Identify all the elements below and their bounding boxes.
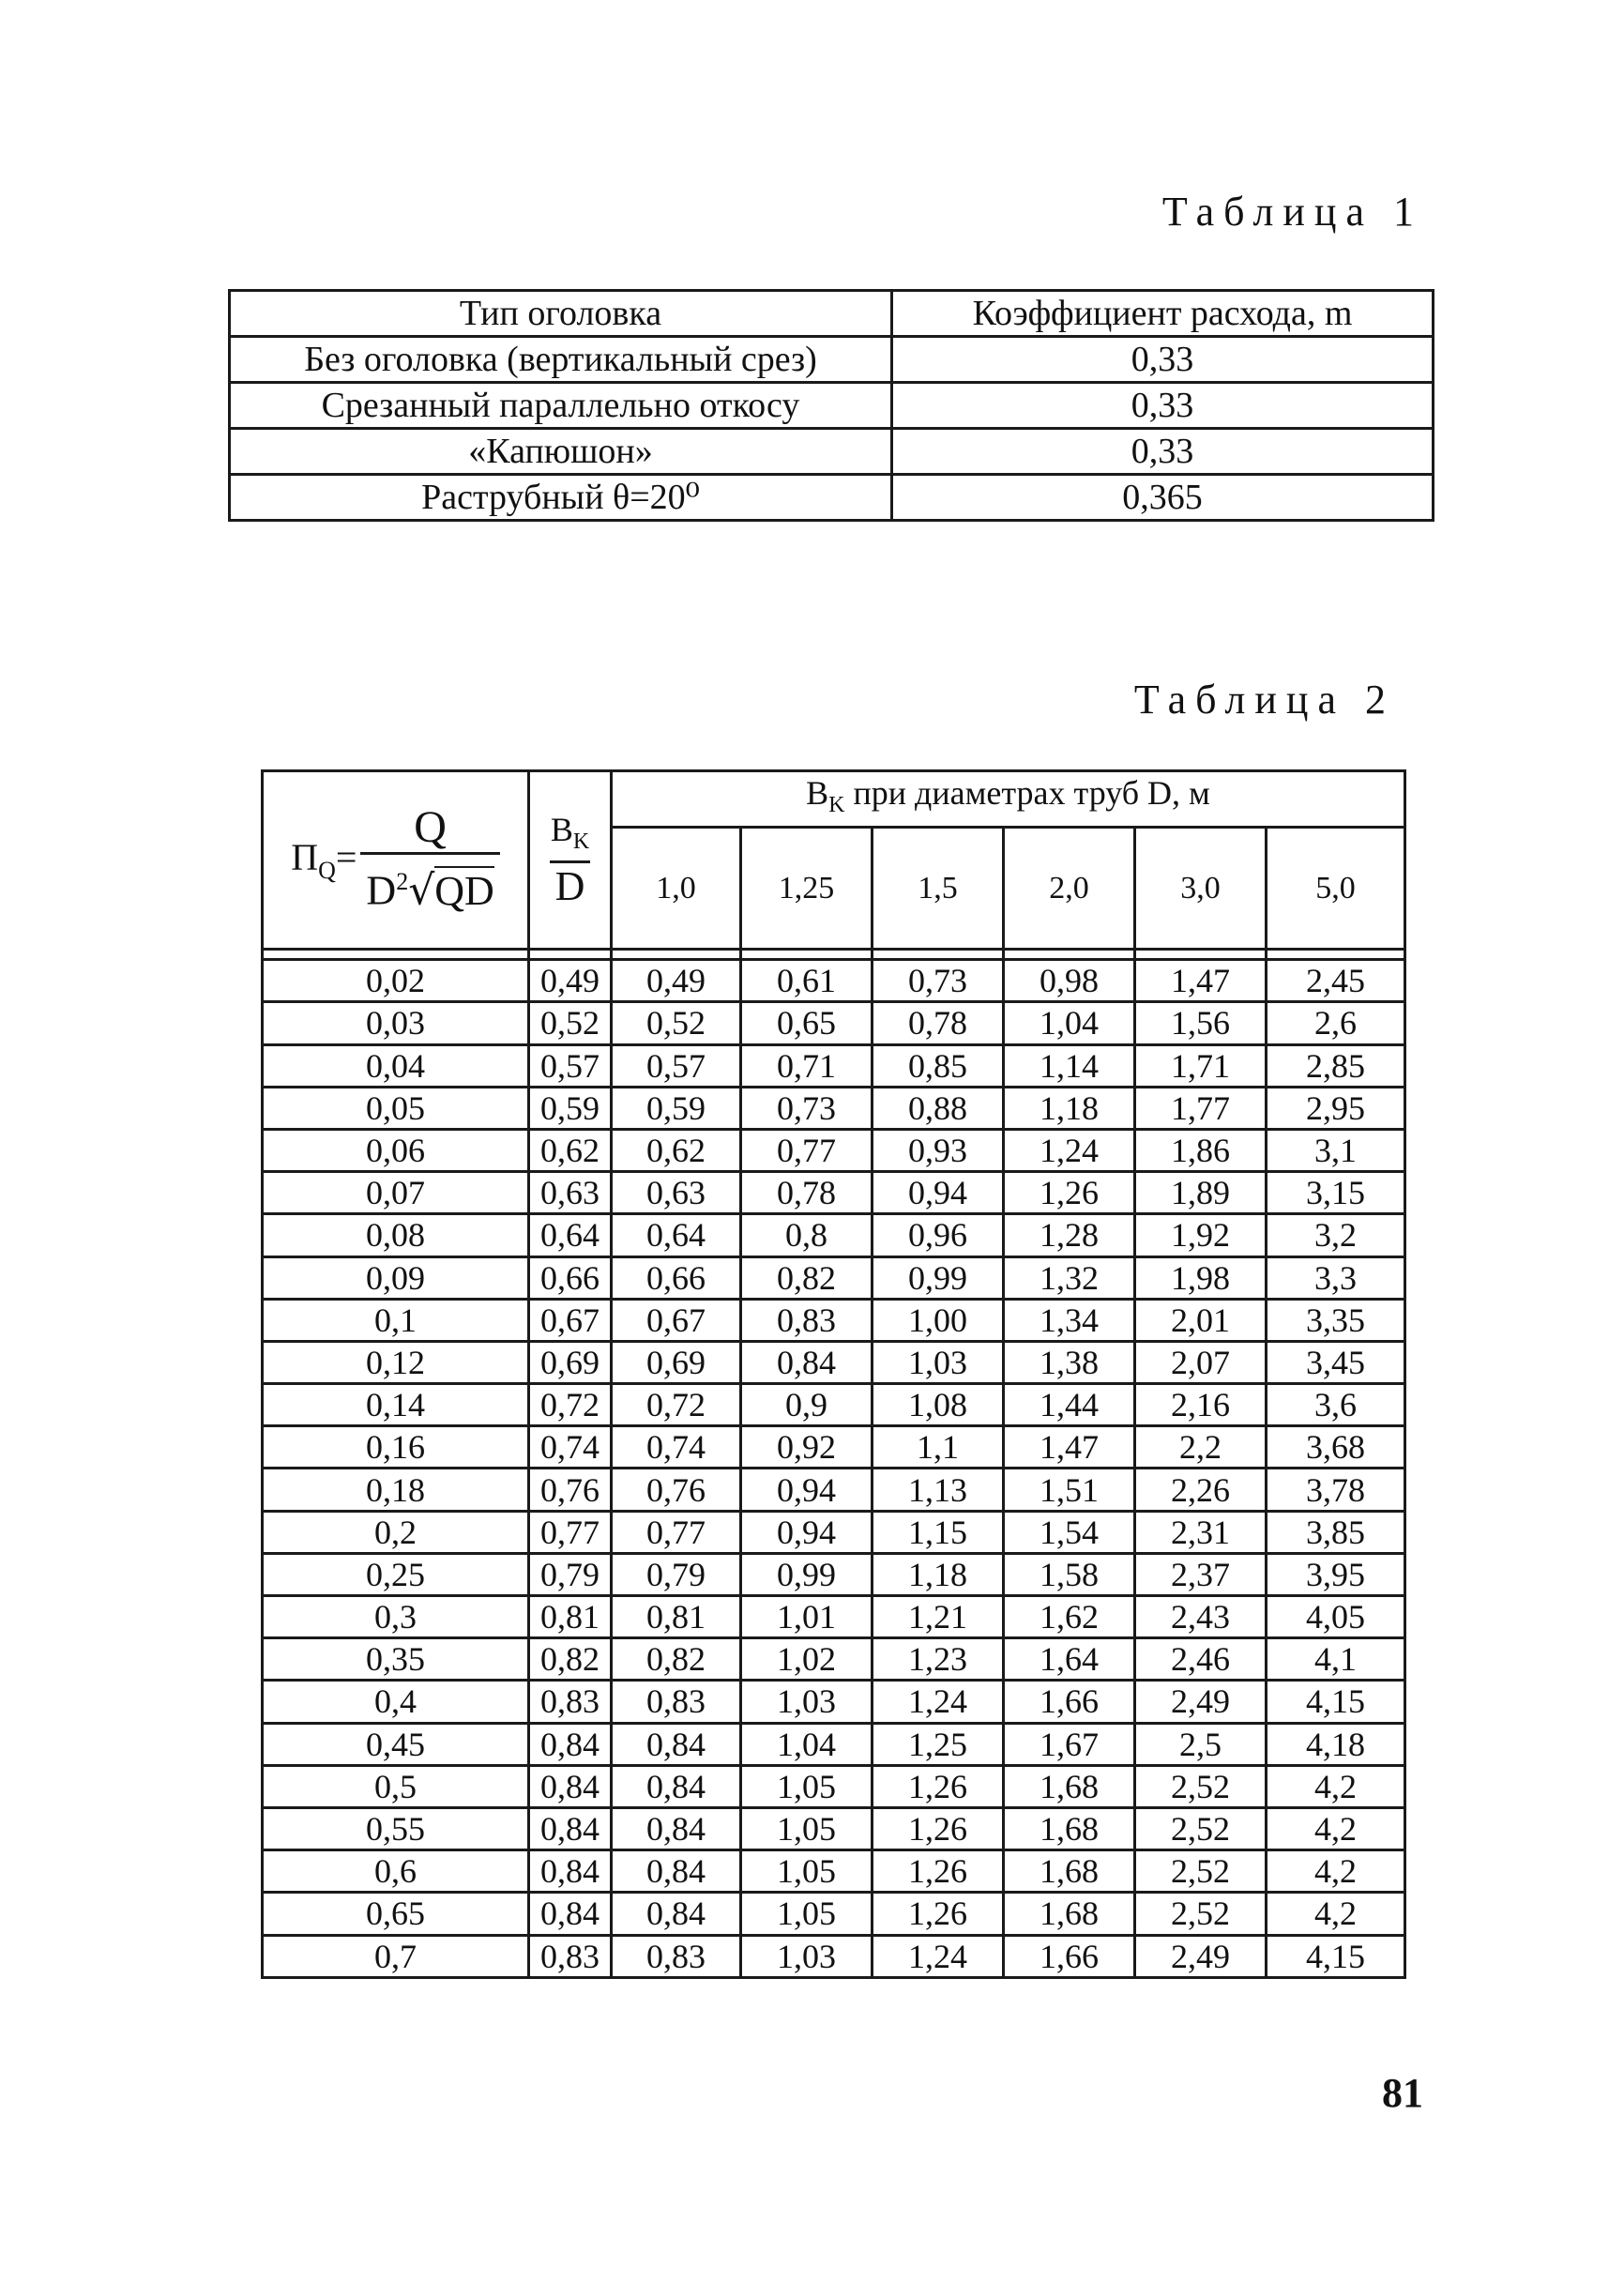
bk-value-cell: 1,04	[741, 1723, 873, 1765]
bk-value-cell: 3,6	[1267, 1384, 1405, 1426]
bk-value-cell: 1,03	[741, 1681, 873, 1723]
bk-subscript: K	[572, 829, 590, 854]
table-row	[263, 1765, 1405, 1807]
bk-value-cell: 3,85	[1267, 1511, 1405, 1553]
bk-value-cell: 0,83	[612, 1935, 741, 1977]
bk-value-cell: 1,24	[873, 1935, 1004, 1977]
bk-value-cell: 0,52	[612, 1002, 741, 1044]
bk-value-cell: 4,18	[1267, 1723, 1405, 1765]
diameter-header: 2,0	[1004, 828, 1135, 950]
pi-q-value-cell: 0,03	[263, 1002, 529, 1044]
bk-value-cell: 1,13	[873, 1469, 1004, 1511]
bk-value-cell: 0,84	[741, 1341, 873, 1383]
bk-value-cell: 1,26	[873, 1807, 1004, 1849]
table1-cell-type: «Капюшон»	[230, 429, 892, 475]
bk-value-cell: 0,72	[612, 1384, 741, 1426]
table1-cell-value: 0,33	[892, 429, 1434, 475]
table-row	[263, 1384, 1405, 1426]
bk-ratio-value-cell: 0,84	[529, 1850, 612, 1893]
bk-value-cell: 1,89	[1135, 1172, 1267, 1214]
bk-value-cell: 1,32	[1004, 1256, 1135, 1299]
group-header-sub: K	[828, 793, 845, 818]
pi-q-value-cell: 0,3	[263, 1596, 529, 1638]
bk-value-cell: 2,5	[1135, 1723, 1267, 1765]
pi-symbol: П	[291, 836, 319, 879]
pi-subscript: Q	[318, 857, 336, 885]
spacer-cell	[263, 950, 529, 960]
pi-q-value-cell: 0,04	[263, 1044, 529, 1087]
table-row	[263, 1511, 1405, 1553]
bk-value-cell: 1,24	[873, 1681, 1004, 1723]
diameter-header: 1,5	[873, 828, 1004, 950]
bk-value-cell: 1,77	[1135, 1087, 1267, 1129]
spacer-cell	[741, 950, 873, 960]
bk-ratio-value-cell: 0,76	[529, 1469, 612, 1511]
bk-value-cell: 0,49	[612, 960, 741, 1002]
table-row	[263, 1256, 1405, 1299]
pi-q-value-cell: 0,02	[263, 960, 529, 1002]
table-row	[263, 1469, 1405, 1511]
bk-value-cell: 1,02	[741, 1638, 873, 1681]
bk-value-cell: 1,68	[1004, 1850, 1135, 1893]
pi-q-value-cell: 0,06	[263, 1129, 529, 1171]
bk-value-cell: 0,77	[612, 1511, 741, 1553]
sqrt-argument: QD	[434, 867, 494, 914]
bk-ratio-value-cell: 0,79	[529, 1553, 612, 1595]
bk-value-cell: 4,15	[1267, 1935, 1405, 1977]
table-row	[263, 1638, 1405, 1681]
bk-value-cell: 0,79	[612, 1553, 741, 1595]
table-row	[263, 1553, 1405, 1595]
bk-ratio-value-cell: 0,84	[529, 1893, 612, 1935]
bk-ratio-value-cell: 0,64	[529, 1214, 612, 1256]
table-row	[263, 1299, 1405, 1341]
bk-value-cell: 1,62	[1004, 1596, 1135, 1638]
bk-value-cell: 0,84	[612, 1723, 741, 1765]
table-row	[263, 1214, 1405, 1256]
bk-ratio-value-cell: 0,83	[529, 1935, 612, 1977]
bk-value-cell: 1,21	[873, 1596, 1004, 1638]
bk-value-cell: 1,38	[1004, 1341, 1135, 1383]
bk-value-cell: 2,49	[1135, 1935, 1267, 1977]
bk-value-cell: 1,67	[1004, 1723, 1135, 1765]
table1	[228, 289, 1434, 522]
table1-cell-type: Срезанный параллельно откосу	[230, 383, 892, 429]
table-row	[263, 1893, 1405, 1935]
pi-q-value-cell: 0,25	[263, 1553, 529, 1595]
bk-ratio-denominator: D	[550, 860, 591, 910]
bk-value-cell: 2,52	[1135, 1893, 1267, 1935]
bk-value-cell: 4,2	[1267, 1850, 1405, 1893]
table1-header-type: Тип оголовка	[230, 291, 892, 337]
bk-value-cell: 2,85	[1267, 1044, 1405, 1087]
table1-cell-value: 0,33	[892, 383, 1434, 429]
bk-value-cell: 3,68	[1267, 1426, 1405, 1469]
pi-equals: =	[335, 836, 357, 879]
table-row	[230, 383, 1434, 429]
table2-header-row	[263, 771, 1405, 828]
page-number: 81	[1382, 2070, 1423, 2116]
bk-ratio-value-cell: 0,77	[529, 1511, 612, 1553]
bk-value-cell: 4,15	[1267, 1681, 1405, 1723]
pi-q-value-cell: 0,45	[263, 1723, 529, 1765]
bk-value-cell: 1,58	[1004, 1553, 1135, 1595]
bk-value-cell: 0,93	[873, 1129, 1004, 1171]
table-row	[263, 1341, 1405, 1383]
bk-value-cell: 4,2	[1267, 1765, 1405, 1807]
bk-ratio-value-cell: 0,63	[529, 1172, 612, 1214]
diameters-group-header	[612, 771, 1405, 828]
bk-value-cell: 0,94	[873, 1172, 1004, 1214]
bk-value-cell: 0,84	[612, 1850, 741, 1893]
bk-value-cell: 0,74	[612, 1426, 741, 1469]
table-row	[263, 1723, 1405, 1765]
bk-value-cell: 0,57	[612, 1044, 741, 1087]
table-row	[263, 1002, 1405, 1044]
pi-q-value-cell: 0,65	[263, 1893, 529, 1935]
bk-value-cell: 0,77	[741, 1129, 873, 1171]
table1-cell-type: Без оголовка (вертикальный срез)	[230, 337, 892, 383]
spacer-cell	[1135, 950, 1267, 960]
bk-value-cell: 0,96	[873, 1214, 1004, 1256]
table-row	[263, 1087, 1405, 1129]
pi-q-value-cell: 0,1	[263, 1299, 529, 1341]
bk-value-cell: 1,05	[741, 1807, 873, 1849]
table1-header-row	[230, 291, 1434, 337]
table-row	[263, 1129, 1405, 1171]
pi-q-value-cell: 0,09	[263, 1256, 529, 1299]
bk-ratio-value-cell: 0,62	[529, 1129, 612, 1171]
bk-value-cell: 1,66	[1004, 1935, 1135, 1977]
pi-q-value-cell: 0,07	[263, 1172, 529, 1214]
bk-value-cell: 0,63	[612, 1172, 741, 1214]
bk-value-cell: 2,01	[1135, 1299, 1267, 1341]
diameter-header: 3,0	[1135, 828, 1267, 950]
bk-value-cell: 1,68	[1004, 1807, 1135, 1849]
bk-value-cell: 1,54	[1004, 1511, 1135, 1553]
spacer-cell	[873, 950, 1004, 960]
bk-value-cell: 2,16	[1135, 1384, 1267, 1426]
bk-value-cell: 2,43	[1135, 1596, 1267, 1638]
bk-value-cell: 0,8	[741, 1214, 873, 1256]
bk-value-cell: 0,78	[873, 1002, 1004, 1044]
pi-q-value-cell: 0,05	[263, 1087, 529, 1129]
bk-value-cell: 1,51	[1004, 1469, 1135, 1511]
bk-value-cell: 2,26	[1135, 1469, 1267, 1511]
bk-value-cell: 1,34	[1004, 1299, 1135, 1341]
pi-q-numerator: Q	[414, 802, 447, 853]
pi-q-value-cell: 0,14	[263, 1384, 529, 1426]
bk-value-cell: 0,84	[612, 1893, 741, 1935]
pi-q-formula	[263, 771, 529, 950]
bk-value-cell: 1,05	[741, 1765, 873, 1807]
table2-caption: Таблица 2	[1133, 677, 1395, 723]
bk-ratio-value-cell: 0,52	[529, 1002, 612, 1044]
pi-q-formula-body	[264, 803, 527, 917]
bk-ratio-numerator	[545, 811, 595, 860]
pi-q-value-cell: 0,55	[263, 1807, 529, 1849]
table-row	[230, 337, 1434, 383]
bk-value-cell: 1,86	[1135, 1129, 1267, 1171]
bk-value-cell: 2,49	[1135, 1681, 1267, 1723]
bk-value-cell: 1,03	[873, 1341, 1004, 1383]
bk-value-cell: 1,24	[1004, 1129, 1135, 1171]
bk-value-cell: 2,45	[1267, 960, 1405, 1002]
bk-ratio-value-cell: 0,82	[529, 1638, 612, 1681]
bk-value-cell: 1,47	[1004, 1426, 1135, 1469]
table-row	[263, 1681, 1405, 1723]
spacer-cell	[612, 950, 741, 960]
bk-ratio-value-cell: 0,84	[529, 1723, 612, 1765]
bk-value-cell: 1,26	[873, 1893, 1004, 1935]
bk-ratio-value-cell: 0,84	[529, 1807, 612, 1849]
table-row	[263, 1044, 1405, 1087]
bk-value-cell: 0,65	[741, 1002, 873, 1044]
bk-value-cell: 1,68	[1004, 1765, 1135, 1807]
bk-value-cell: 1,18	[873, 1553, 1004, 1595]
bk-value-cell: 0,67	[612, 1299, 741, 1341]
pi-q-fraction	[360, 803, 499, 917]
bk-value-cell: 3,15	[1267, 1172, 1405, 1214]
bk-value-cell: 0,94	[741, 1511, 873, 1553]
table-row	[230, 475, 1434, 521]
table1-cell-value: 0,33	[892, 337, 1434, 383]
pi-q-value-cell: 0,7	[263, 1935, 529, 1977]
table-row	[263, 1596, 1405, 1638]
pi-q-den-exp: 2	[396, 868, 409, 896]
bk-value-cell: 4,2	[1267, 1893, 1405, 1935]
group-header-rest: при диаметрах труб D, м	[844, 774, 1210, 812]
bk-value-cell: 1,08	[873, 1384, 1004, 1426]
bk-value-cell: 1,1	[873, 1426, 1004, 1469]
bk-ratio-value-cell: 0,59	[529, 1087, 612, 1129]
bk-value-cell: 0,81	[612, 1596, 741, 1638]
bk-value-cell: 4,1	[1267, 1638, 1405, 1681]
table-row	[263, 1850, 1405, 1893]
pi-q-den-base: D	[366, 867, 397, 914]
bk-value-cell: 4,05	[1267, 1596, 1405, 1638]
bk-value-cell: 0,66	[612, 1256, 741, 1299]
bk-value-cell: 0,59	[612, 1087, 741, 1129]
table-row	[263, 960, 1405, 1002]
bk-value-cell: 3,95	[1267, 1553, 1405, 1595]
bk-value-cell: 1,92	[1135, 1214, 1267, 1256]
pi-q-label	[291, 835, 357, 885]
bk-value-cell: 2,31	[1135, 1511, 1267, 1553]
table-row	[230, 429, 1434, 475]
bk-value-cell: 2,95	[1267, 1087, 1405, 1129]
bk-value-cell: 0,61	[741, 960, 873, 1002]
bk-value-cell: 0,98	[1004, 960, 1135, 1002]
header-spacer-row	[263, 950, 1405, 960]
bk-value-cell: 4,2	[1267, 1807, 1405, 1849]
bk-value-cell: 1,68	[1004, 1893, 1135, 1935]
bk-value-cell: 0,82	[741, 1256, 873, 1299]
bk-value-cell: 1,15	[873, 1511, 1004, 1553]
bk-value-cell: 2,46	[1135, 1638, 1267, 1681]
pi-q-value-cell: 0,5	[263, 1765, 529, 1807]
bk-value-cell: 2,07	[1135, 1341, 1267, 1383]
bk-value-cell: 3,78	[1267, 1469, 1405, 1511]
spacer-cell	[529, 950, 612, 960]
pi-q-denominator	[360, 852, 499, 917]
bk-ratio-value-cell: 0,83	[529, 1681, 612, 1723]
bk-ratio-header	[529, 771, 612, 950]
pi-q-value-cell: 0,6	[263, 1850, 529, 1893]
bk-ratio-value-cell: 0,81	[529, 1596, 612, 1638]
bk-value-cell: 1,14	[1004, 1044, 1135, 1087]
bk-value-cell: 0,94	[741, 1469, 873, 1511]
bk-ratio-value-cell: 0,67	[529, 1299, 612, 1341]
bk-value-cell: 1,71	[1135, 1044, 1267, 1087]
bk-value-cell: 1,00	[873, 1299, 1004, 1341]
group-header-prefix: B	[806, 774, 829, 812]
bk-value-cell: 0,71	[741, 1044, 873, 1087]
table1-cell-type: Раструбный θ=20⁰	[230, 475, 892, 521]
bk-ratio-value-cell: 0,57	[529, 1044, 612, 1087]
bk-value-cell: 0,73	[741, 1087, 873, 1129]
pi-q-value-cell: 0,2	[263, 1511, 529, 1553]
diameter-header: 5,0	[1267, 828, 1405, 950]
table1-caption: Таблица 1	[1161, 189, 1423, 235]
bk-value-cell: 0,82	[612, 1638, 741, 1681]
pi-q-value-cell: 0,35	[263, 1638, 529, 1681]
bk-value-cell: 3,35	[1267, 1299, 1405, 1341]
bk-value-cell: 1,28	[1004, 1214, 1135, 1256]
table-row	[263, 1426, 1405, 1469]
bk-value-cell: 1,25	[873, 1723, 1004, 1765]
bk-value-cell: 0,84	[612, 1807, 741, 1849]
bk-value-cell: 1,04	[1004, 1002, 1135, 1044]
bk-value-cell: 0,73	[873, 960, 1004, 1002]
pi-q-value-cell: 0,12	[263, 1341, 529, 1383]
bk-value-cell: 2,52	[1135, 1807, 1267, 1849]
bk-value-cell: 1,18	[1004, 1087, 1135, 1129]
bk-value-cell: 1,26	[1004, 1172, 1135, 1214]
table1-header-coefficient: Коэффициент расхода, m	[892, 291, 1434, 337]
bk-value-cell: 3,2	[1267, 1214, 1405, 1256]
table2-body	[263, 960, 1405, 1978]
bk-ratio-value-cell: 0,49	[529, 960, 612, 1002]
table-row	[263, 1172, 1405, 1214]
bk-value-cell: 1,44	[1004, 1384, 1135, 1426]
table1-cell-value: 0,365	[892, 475, 1434, 521]
bk-value-cell: 0,83	[612, 1681, 741, 1723]
table2	[261, 769, 1406, 1979]
sqrt-icon: √	[408, 866, 435, 915]
bk-value-cell: 0,99	[741, 1553, 873, 1595]
bk-value-cell: 2,6	[1267, 1002, 1405, 1044]
bk-value-cell: 1,66	[1004, 1681, 1135, 1723]
bk-value-cell: 3,45	[1267, 1341, 1405, 1383]
bk-ratio-value-cell: 0,72	[529, 1384, 612, 1426]
pi-q-value-cell: 0,16	[263, 1426, 529, 1469]
bk-ratio-value-cell: 0,84	[529, 1765, 612, 1807]
bk-value-cell: 3,1	[1267, 1129, 1405, 1171]
bk-value-cell: 1,56	[1135, 1002, 1267, 1044]
bk-value-cell: 0,9	[741, 1384, 873, 1426]
bk-value-cell: 0,99	[873, 1256, 1004, 1299]
spacer-cell	[1004, 950, 1135, 960]
bk-value-cell: 0,88	[873, 1087, 1004, 1129]
bk-letter: B	[550, 810, 573, 848]
bk-value-cell: 2,52	[1135, 1765, 1267, 1807]
diameter-header: 1,25	[741, 828, 873, 950]
bk-value-cell: 0,69	[612, 1341, 741, 1383]
bk-value-cell: 1,64	[1004, 1638, 1135, 1681]
bk-value-cell: 0,78	[741, 1172, 873, 1214]
bk-ratio-value-cell: 0,66	[529, 1256, 612, 1299]
bk-ratio-value-cell: 0,69	[529, 1341, 612, 1383]
bk-value-cell: 1,26	[873, 1850, 1004, 1893]
bk-value-cell: 3,3	[1267, 1256, 1405, 1299]
bk-value-cell: 1,05	[741, 1850, 873, 1893]
table-row	[263, 1935, 1405, 1977]
bk-value-cell: 1,23	[873, 1638, 1004, 1681]
bk-value-cell: 1,47	[1135, 960, 1267, 1002]
pi-q-value-cell: 0,08	[263, 1214, 529, 1256]
bk-value-cell: 0,84	[612, 1765, 741, 1807]
bk-ratio-value-cell: 0,74	[529, 1426, 612, 1469]
spacer-cell	[1267, 950, 1405, 960]
bk-value-cell: 1,03	[741, 1935, 873, 1977]
bk-value-cell: 2,2	[1135, 1426, 1267, 1469]
bk-value-cell: 1,98	[1135, 1256, 1267, 1299]
bk-value-cell: 2,37	[1135, 1553, 1267, 1595]
bk-value-cell: 1,01	[741, 1596, 873, 1638]
bk-ratio-fraction	[545, 811, 595, 910]
bk-value-cell: 2,52	[1135, 1850, 1267, 1893]
bk-value-cell: 0,83	[741, 1299, 873, 1341]
pi-q-value-cell: 0,18	[263, 1469, 529, 1511]
bk-value-cell: 0,62	[612, 1129, 741, 1171]
bk-value-cell: 0,64	[612, 1214, 741, 1256]
bk-value-cell: 0,92	[741, 1426, 873, 1469]
table-row	[263, 1807, 1405, 1849]
bk-value-cell: 1,05	[741, 1893, 873, 1935]
bk-value-cell: 0,76	[612, 1469, 741, 1511]
bk-value-cell: 1,26	[873, 1765, 1004, 1807]
bk-value-cell: 0,85	[873, 1044, 1004, 1087]
pi-q-value-cell: 0,4	[263, 1681, 529, 1723]
diameter-header: 1,0	[612, 828, 741, 950]
